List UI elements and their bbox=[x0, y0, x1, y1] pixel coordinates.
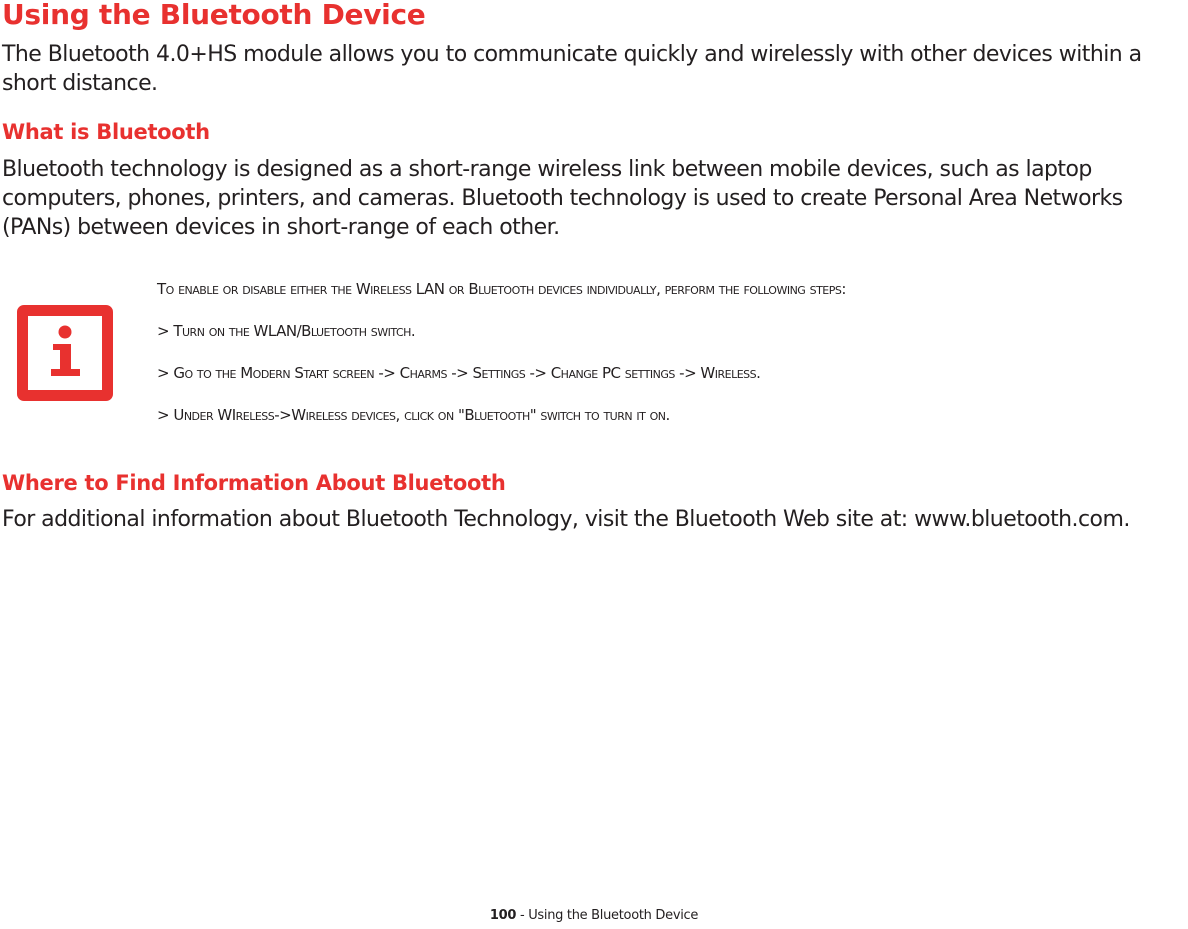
page-title: Using the Bluetooth Device bbox=[2, 0, 426, 31]
intro-paragraph: The Bluetooth 4.0+HS module allows you to communicate quickly and wirelessly with other devices within a short distance. bbox=[2, 42, 1142, 96]
note-block bbox=[157, 274, 1157, 442]
section-heading-where-to-find-info: Where to Find Information About Bluetooth bbox=[2, 471, 506, 495]
page-footer bbox=[0, 908, 1188, 923]
note-step-2: > Go to the Modern Start screen -> Charms -> Settings -> Change PC settings -> Wireless. bbox=[157, 364, 761, 382]
section-text-where-to-find-info: For additional information about Bluetooth Technology, visit the Bluetooth Web site at: www.bluetooth.com. bbox=[2, 507, 1130, 532]
section-heading-what-is-bluetooth: What is Bluetooth bbox=[2, 120, 210, 144]
section-text-what-is-bluetooth: Bluetooth technology is designed as a short-range wireless link between mobile devices, such as laptop computers, phones, printers, and cameras. Bluetooth technology is used to create Personal Area Networks (PANs) between devices in short-range of each other. bbox=[2, 157, 1123, 240]
info-icon bbox=[17, 305, 113, 401]
page-number: 100 bbox=[489, 908, 517, 923]
note-step-1: > Turn on the WLAN/Bluetooth switch. bbox=[157, 322, 416, 340]
note-step-3: > Under WIreless->Wireless devices, click on "Bluetooth" switch to turn it on. bbox=[157, 406, 670, 424]
footer-text: - Using the Bluetooth Device bbox=[516, 908, 699, 923]
note-intro: To enable or disable either the Wireless LAN or Bluetooth devices individually, perform the following steps: bbox=[157, 280, 846, 298]
